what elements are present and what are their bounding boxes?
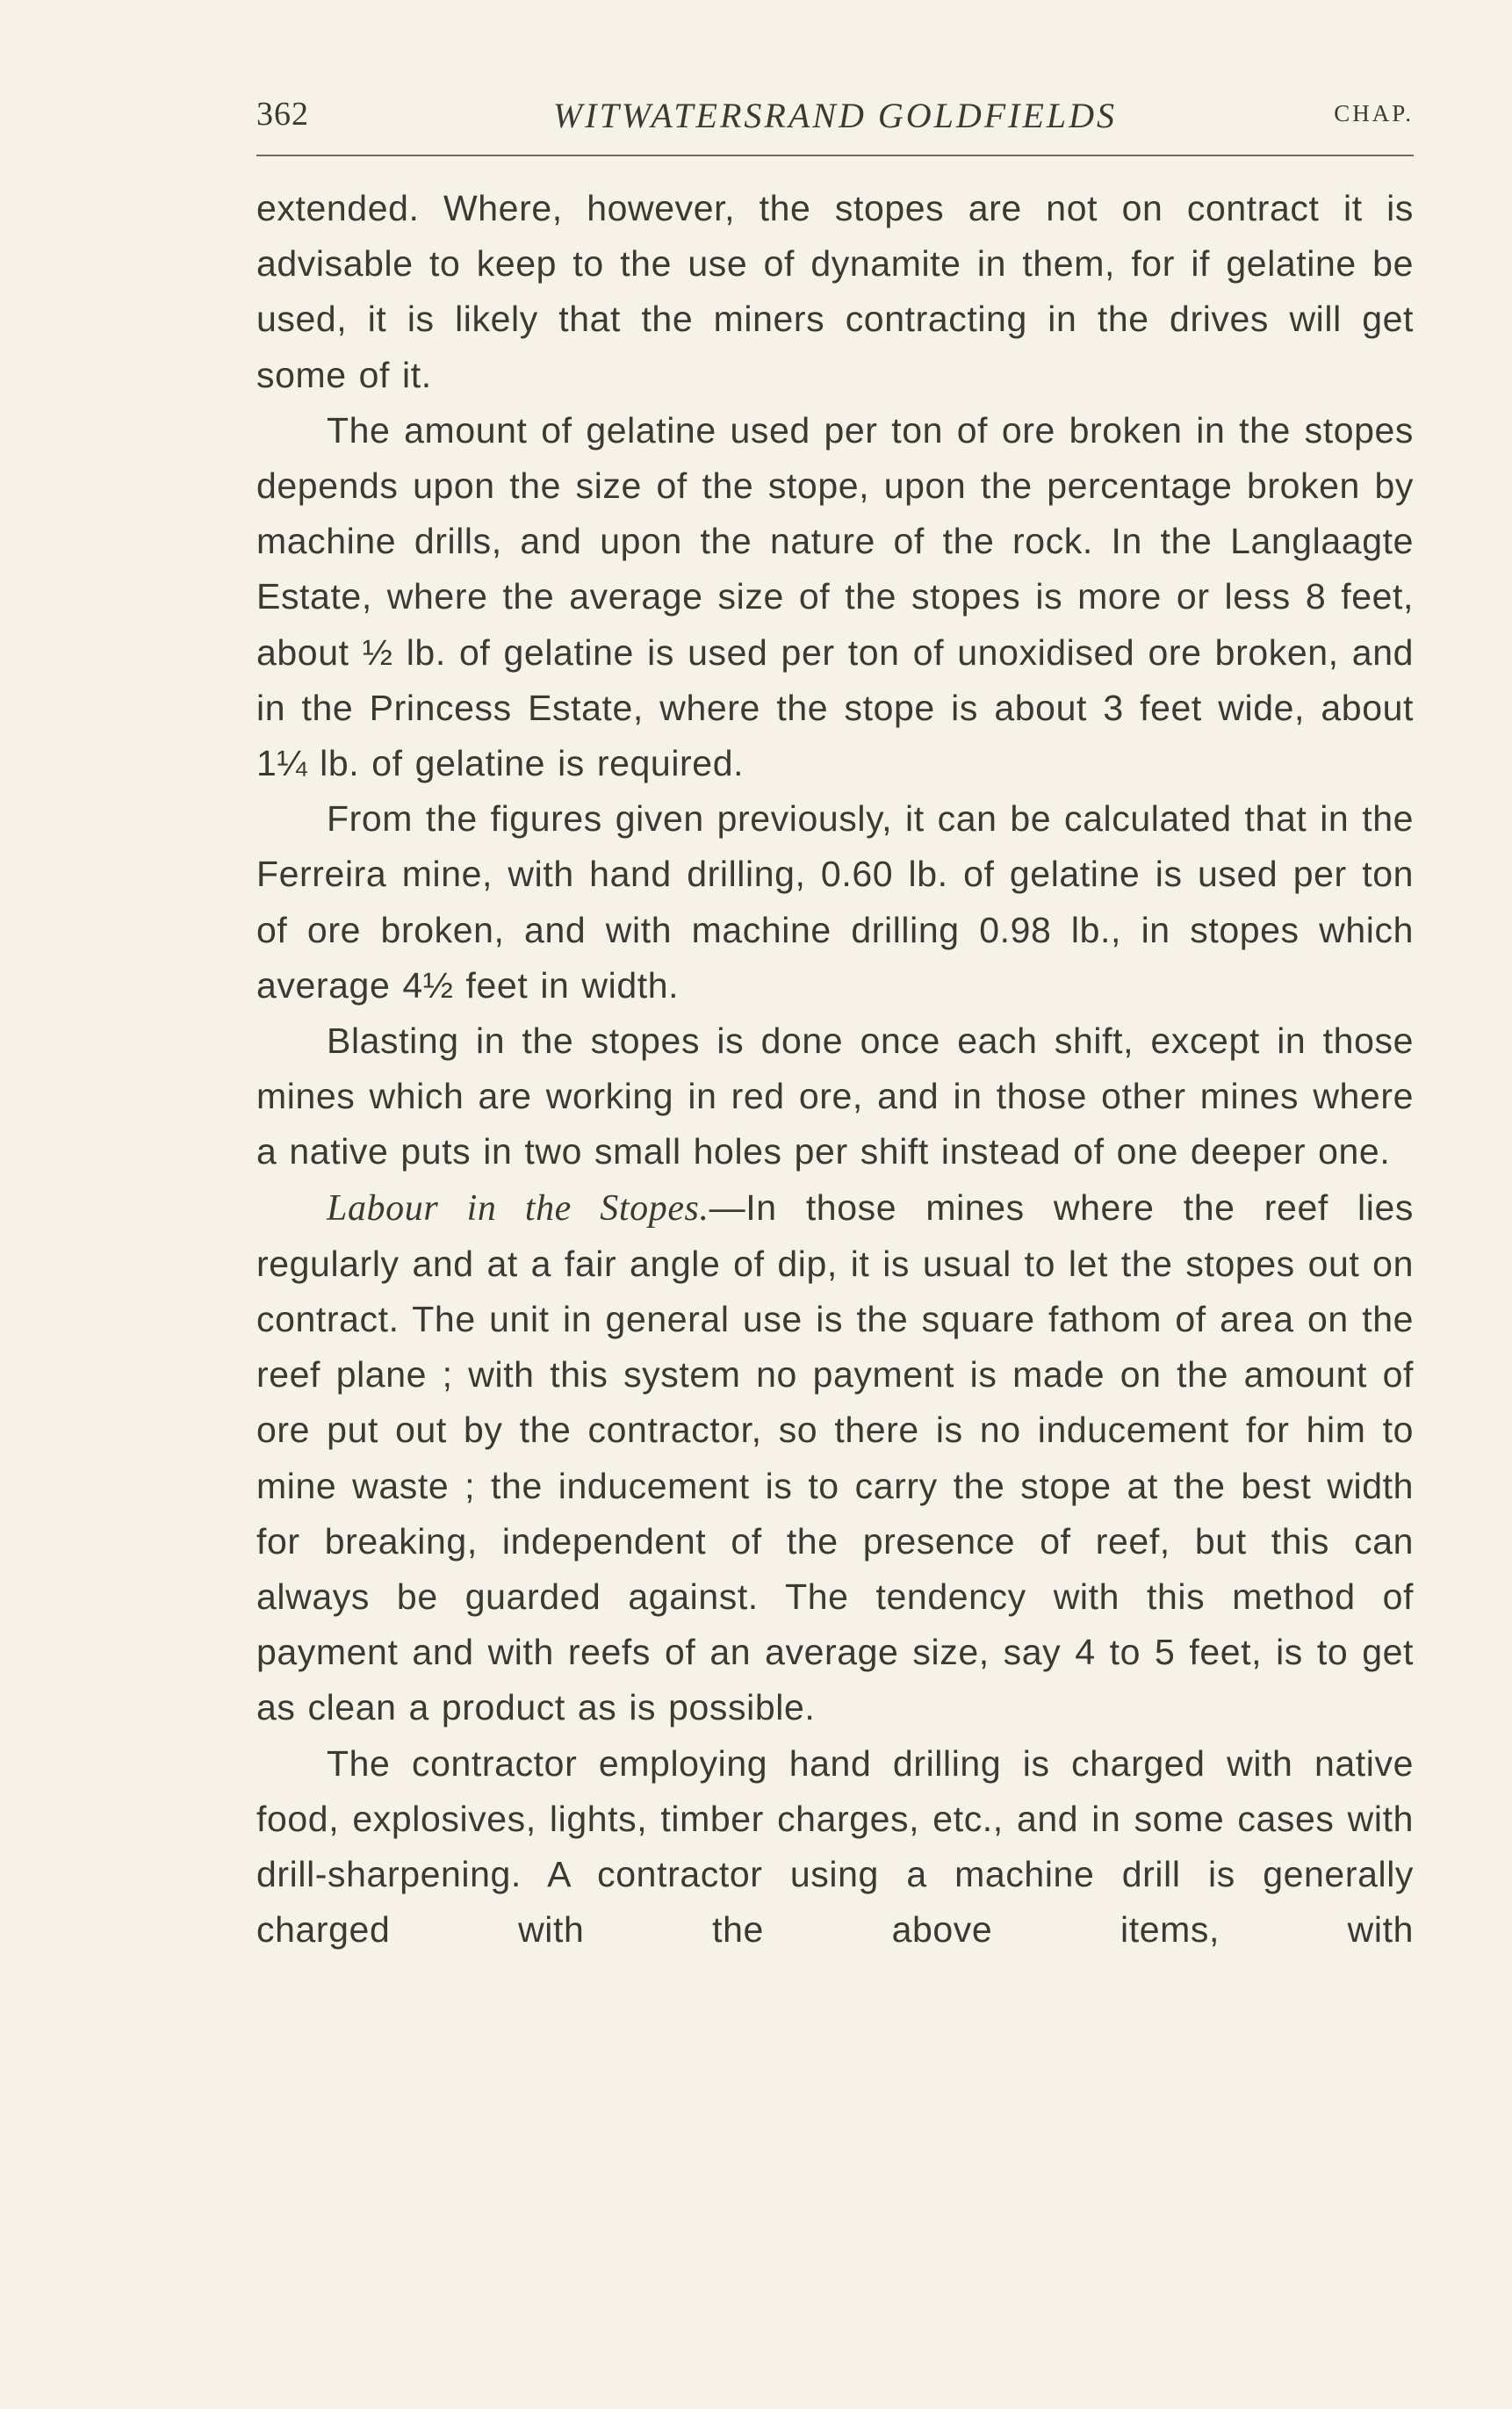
paragraph-labour-text: —In those mines where the reef lies regularly and at a fair angle of dip, it is usual to let the stopes out on contract. The unit in general use is the square fathom of area on the reef plane ; with this system no payment is made on the amount of ore put out by the contractor, so there is no inducement for him to mine waste ; the inducement is to carry the stope at the best width for breaking, independent of the presence of reef, but this can always be guarded against. The tendency with this method of payment and with reefs of an average size, say 4 to 5 feet, is to get as clean a product as is possible. [256, 1186, 1414, 1728]
section-heading-labour: Labour in the Stopes. [327, 1187, 709, 1229]
paragraph-labour-in-stopes [256, 1180, 1414, 1736]
body-text [256, 181, 1414, 1958]
paragraph-gelatine-amount: The amount of gelatine used per ton of ore broken in the stopes depends upon the size of the stope, upon the percentage broken by machine drills, and upon the nature of the rock. In the Langlaagte Estate, where the average size of the stopes is more or less 8 feet, about ½ lb. of gelatine is used per ton of unoxidised ore broken, and in the Princess Estate, where the stope is about 3 feet wide, about 1¼ lb. of gelatine is required. [256, 409, 1414, 784]
chapter-label: CHAP. [1334, 100, 1414, 126]
paragraph-blasting: Blasting in the stopes is done once each shift, except in those mines which are working in red ore, and in those other mines where a native puts in two small holes per shift instead of one deeper one. [256, 1021, 1414, 1172]
running-head [256, 95, 1414, 144]
header-rule [256, 155, 1414, 156]
running-title: WITWATERSRAND GOLDFIELDS [552, 96, 1118, 135]
page-number: 362 [256, 96, 309, 133]
paragraph-ferreira-figures: From the figures given previously, it can be calculated that in the Ferreira mine, with hand drilling, 0.60 lb. of gelatine is used per ton of ore broken, and with machine drilling 0.98 lb., in stopes which average 4½ feet in width. [256, 798, 1414, 1006]
paragraph-continued: extended. Where, however, the stopes are not on contract it is advisable to keep to the use of dynamite in them, for if gelatine be used, it is likely that the miners contracting in the drives will get some of it. [256, 188, 1414, 395]
paragraph-contractor: The contractor employing hand drilling is charged with native food, explosives, lights, timber charges, etc., and in some cases with drill-sharpening. A contractor using a machine drill is generally charged with the above items, with [256, 1742, 1414, 1951]
